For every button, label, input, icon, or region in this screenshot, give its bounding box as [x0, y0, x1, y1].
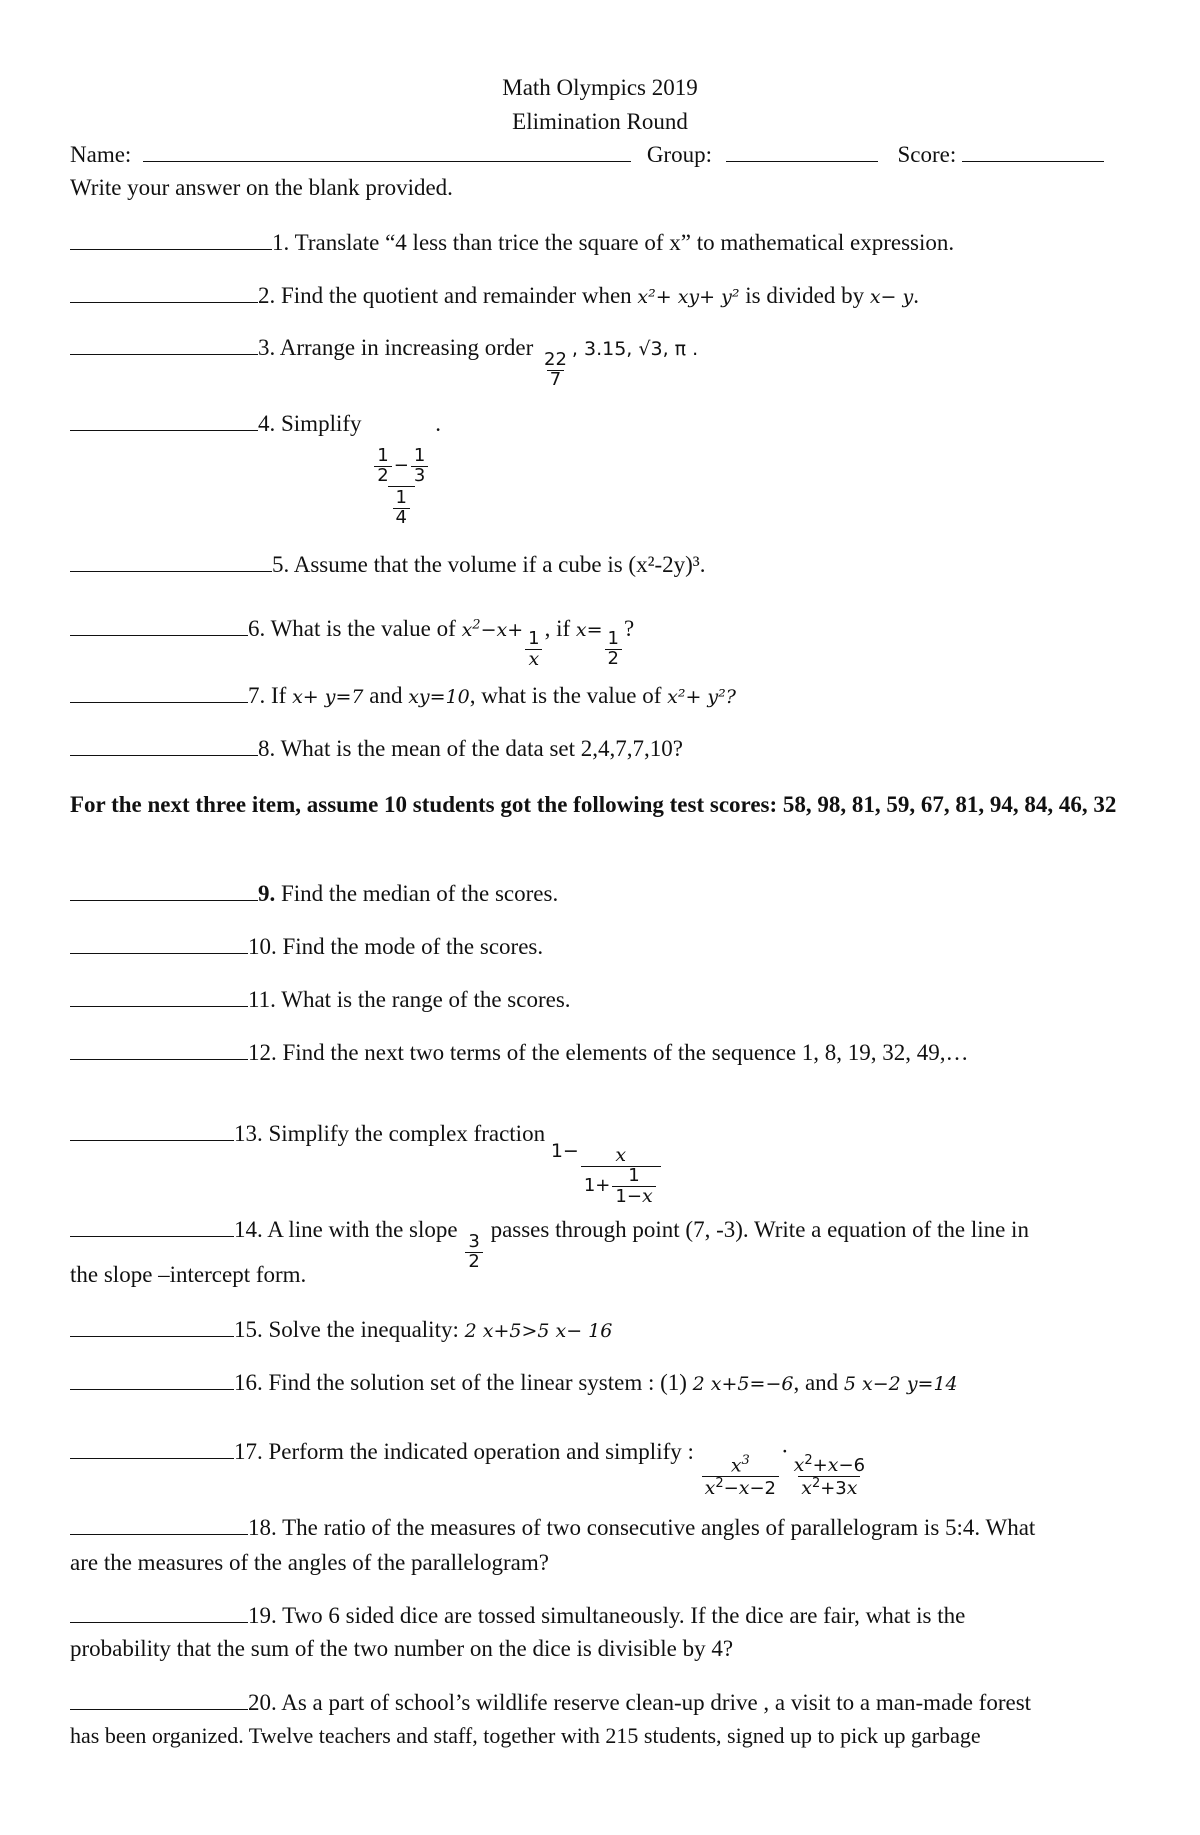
complex-fraction: 1− x 1+ $\frac{1}{1-x}$ — [551, 1146, 663, 1207]
answer-blank[interactable] — [70, 1622, 248, 1623]
question-text: , and — [793, 1370, 839, 1395]
answer-blank[interactable] — [70, 1236, 234, 1237]
name-blank[interactable] — [143, 161, 631, 162]
math-expression: 5 x−2 y=14 — [843, 1373, 958, 1395]
question-text: 6. What is the value of — [248, 616, 456, 641]
question-1 — [70, 231, 954, 254]
math-expression: x²+ y²? — [667, 686, 736, 708]
answer-blank[interactable] — [70, 571, 272, 572]
scores-note: For the next three item, assume 10 students got the following test scores: 58, 98, 81, 59, 67, 81, 94, 84, 46, 32 — [70, 792, 1117, 817]
question-20-continued: has been organized. Twelve teachers and staff, together with 215 students, signed up to pick up garbage — [70, 1723, 981, 1748]
question-text: 10. Find the mode of the scores. — [248, 934, 544, 959]
question-19 — [70, 1604, 965, 1627]
answer-blank[interactable] — [70, 635, 248, 636]
instruction-text: Write your answer on the blank provided. — [70, 175, 453, 200]
question-5 — [70, 553, 705, 576]
complex-fraction: $\frac{1}{2}$ − $\frac{1}{3}$ $\frac{1}{4}$ — [369, 447, 433, 528]
question-3 — [70, 336, 698, 390]
question-text: 13. Simplify the complex fraction — [234, 1121, 546, 1146]
question-text: is divided by — [745, 283, 865, 308]
question-13 — [70, 1122, 663, 1207]
numerator: 22 — [544, 349, 567, 370]
fraction: $\frac{3}{2}$ — [465, 1233, 482, 1272]
math-expression: x²+ xy+ y² — [637, 286, 740, 308]
answer-blank[interactable] — [70, 1458, 234, 1459]
question-text: , if — [544, 616, 571, 641]
group-label: Group: — [646, 142, 712, 167]
question-text: 20. As a part of school’s wildlife reserve clean-up drive , a visit to a man-made forest — [248, 1690, 1032, 1715]
question-16 — [70, 1371, 958, 1394]
answer-blank[interactable] — [70, 1709, 248, 1710]
answer-blank[interactable] — [70, 249, 272, 250]
question-6: 6. What is the value of $x^2-x+$ $\frac{1}{x}$ , if x= $\frac{1}{2}$ ? — [70, 617, 634, 670]
math-expression: 2 x+5>5 x− 16 — [464, 1320, 613, 1342]
math-expression: x+ y=7 — [292, 686, 364, 708]
question-14-continued: the slope –intercept form. — [70, 1262, 307, 1287]
answer-blank[interactable] — [70, 1140, 234, 1141]
question-text: , 3.15, √3, π . — [571, 338, 699, 360]
question-11 — [70, 988, 571, 1011]
question-text: 17. Perform the indicated operation and simplify : — [234, 1439, 694, 1464]
question-text: 3. Arrange in increasing order — [258, 335, 534, 360]
question-18 — [70, 1516, 1035, 1539]
question-17: 17. Perform the indicated operation and simplify : $\frac{x^3}{x^2-x-2}$ · $\frac{x^2+x-6}{x^2+3x}$ — [70, 1440, 870, 1499]
question-text: 15. Solve the inequality: — [234, 1317, 459, 1342]
answer-blank[interactable] — [70, 430, 258, 431]
answer-blank[interactable] — [70, 302, 258, 303]
score-blank[interactable] — [962, 161, 1104, 162]
answer-blank[interactable] — [70, 1389, 234, 1390]
question-text: 1. Translate “4 less than trice the square of x” to mathematical expression. — [272, 230, 955, 255]
question-text: 2. Find the quotient and remainder when — [258, 283, 632, 308]
question-text: 16. Find the solution set of the linear system : (1) — [234, 1370, 687, 1395]
group-blank[interactable] — [726, 161, 878, 162]
question-19-continued: probability that the sum of the two number on the dice is divisible by 4? — [70, 1636, 734, 1661]
question-2: 2. Find the quotient and remainder when x²+ xy+ y² is divided by x− y. — [70, 284, 919, 307]
question-text: Find the median of the scores. — [275, 881, 559, 906]
question-8 — [70, 737, 683, 760]
answer-blank[interactable] — [70, 1534, 248, 1535]
answer-blank[interactable] — [70, 1059, 248, 1060]
question-text: 14. A line with the slope — [234, 1217, 458, 1242]
score-label: Score: — [897, 142, 957, 167]
question-text: 4. Simplify — [258, 411, 362, 436]
fraction: $\frac{x^2+x-6}{x^2+3x}$ — [793, 1453, 866, 1499]
question-text: , what is the value of — [469, 683, 662, 708]
answer-blank[interactable] — [70, 953, 248, 954]
math-expression: xy=10 — [408, 686, 470, 708]
question-4: 4. Simplify $\frac{1}{2}$ − $\frac{1}{3}$ $\frac{1}{4}$ . — [70, 412, 441, 528]
question-7 — [70, 684, 736, 707]
question-12 — [70, 1041, 969, 1064]
question-text: 7. If — [248, 683, 287, 708]
question-number: 9. — [258, 881, 276, 906]
page-subtitle: Elimination Round — [512, 109, 688, 134]
answer-blank[interactable] — [70, 1336, 234, 1337]
question-9 — [70, 882, 558, 905]
answer-blank[interactable] — [70, 702, 248, 703]
answer-blank[interactable] — [70, 1006, 248, 1007]
answer-blank[interactable] — [70, 354, 258, 355]
question-18-continued: are the measures of the angles of the parallelogram? — [70, 1550, 549, 1575]
question-text: and — [369, 683, 403, 708]
question-text: 12. Find the next two terms of the elements of the sequence 1, 8, 19, 32, 49,… — [248, 1040, 969, 1065]
math-expression: 2 x+5=−6 — [692, 1373, 794, 1395]
answer-blank[interactable] — [70, 755, 258, 756]
question-text: 18. The ratio of the measures of two consecutive angles of parallelogram is 5:4. What — [248, 1515, 1036, 1540]
question-text: 11. What is the range of the scores. — [248, 987, 571, 1012]
question-10 — [70, 935, 543, 958]
answer-blank[interactable] — [70, 900, 258, 901]
question-20 — [70, 1691, 1031, 1714]
name-label: Name: — [70, 142, 132, 167]
denominator: 7 — [547, 370, 564, 390]
question-text: 5. Assume that the volume if a cube is (x²-2y)³. — [272, 552, 706, 577]
question-text: 19. Two 6 sided dice are tossed simultaneously. If the dice are fair, what is the — [248, 1603, 966, 1628]
page-title: Math Olympics 2019 — [502, 75, 698, 100]
math-expression: x− y — [869, 286, 914, 308]
fraction — [541, 351, 570, 390]
question-15 — [70, 1318, 612, 1341]
fraction: $\frac{x^3}{x^2-x-2}$ — [702, 1454, 779, 1499]
question-text: 8. What is the mean of the data set 2,4,7,7,10? — [258, 736, 683, 761]
question-text: passes through point (7, -3). Write a equation of the line in — [490, 1217, 1029, 1242]
header-fields-row — [70, 143, 1104, 166]
